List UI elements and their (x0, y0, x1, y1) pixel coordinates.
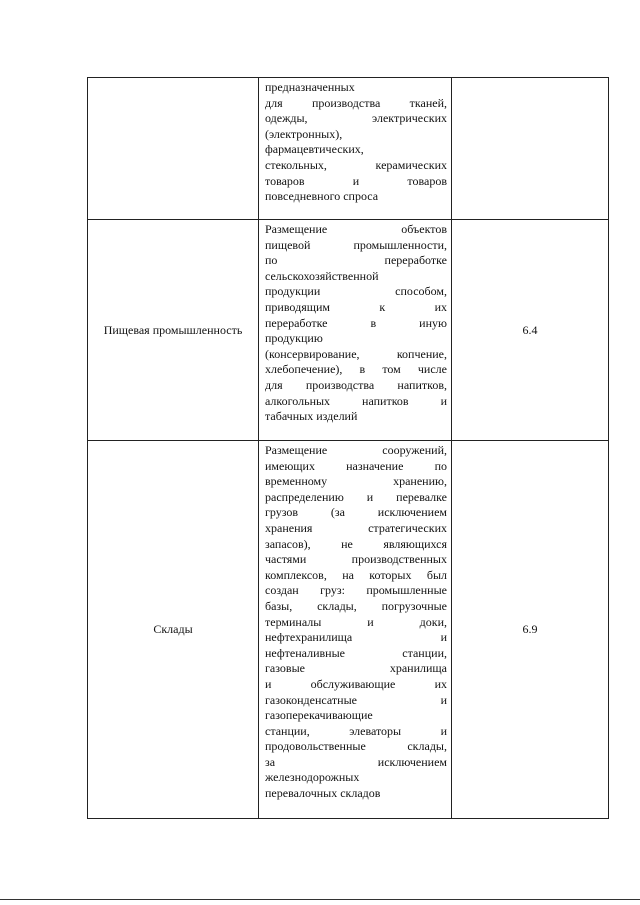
description-line: одежды, электрических (265, 111, 447, 126)
description-line: газовые хранилища (265, 661, 447, 676)
description-line: предназначенных (265, 80, 355, 94)
description-line: продукции способом, (265, 284, 447, 299)
use-type-name: Пищевая промышленность (88, 220, 259, 441)
description-line: приводящим к их (265, 299, 447, 314)
description-line: табачных изделий (265, 409, 358, 424)
description-line: хлебопечение), в том числе (265, 362, 447, 377)
description-line: (консервирование, копчение, (265, 346, 447, 361)
land-use-table (87, 77, 609, 819)
description-line: комплексов, на которых был (265, 567, 447, 582)
use-type-description (259, 441, 452, 819)
table-body (88, 78, 609, 819)
description-line: запасов), не являющихся (265, 536, 447, 551)
use-type-name: Склады (88, 441, 259, 819)
description-line: временному хранению, (265, 474, 447, 489)
description-line: сельскохозяйственной (265, 268, 379, 283)
description-line: за исключением (265, 754, 447, 769)
description-line: фармацевтических, (265, 142, 364, 157)
description-line: железнодорожных (265, 770, 360, 785)
page-bottom-rule (0, 899, 640, 900)
use-type-code: 6.4 (452, 220, 609, 441)
description-line: Размещение объектов (265, 222, 447, 236)
table-row (88, 441, 609, 819)
description-line: алкогольных напитков и (265, 393, 447, 408)
description-line: частями производственных (265, 552, 447, 567)
description-line: товаров и товаров (265, 173, 447, 188)
description-line: пищевой промышленности, (265, 237, 447, 252)
description-line: для производства напитков, (265, 377, 447, 392)
use-type-code (452, 78, 609, 220)
table-row (88, 78, 609, 220)
description-line: Размещение сооружений, (265, 443, 447, 457)
use-type-description (259, 78, 452, 220)
description-line: распределению и перевалке (265, 489, 447, 504)
use-type-name (88, 78, 259, 220)
description-line: базы, склады, погрузочные (265, 598, 447, 613)
description-line: нефтеналивные станции, (265, 645, 447, 660)
description-line: (электронных), (265, 126, 343, 141)
description-line: нефтехранилища и (265, 630, 447, 645)
description-line: станции, элеваторы и (265, 723, 447, 738)
description-line: грузов (за исключением (265, 505, 447, 520)
description-line: стекольных, керамических (265, 157, 447, 172)
description-line: и обслуживающие их (265, 676, 447, 691)
table-row (88, 220, 609, 441)
description-line: переработке в иную (265, 315, 447, 330)
description-line: хранения стратегических (265, 520, 447, 535)
description-line: газоперекачивающие (265, 708, 373, 723)
description-line: создан груз: промышленные (265, 583, 447, 598)
description-line: для производства тканей, (265, 95, 447, 110)
description-line: повседневного спроса (265, 189, 379, 204)
description-line: продовольственные склады, (265, 739, 447, 754)
use-type-code: 6.9 (452, 441, 609, 819)
description-line: имеющих назначение по (265, 458, 447, 473)
description-line: продукцию (265, 331, 323, 346)
description-line: по переработке (265, 253, 447, 268)
description-line: газоконденсатные и (265, 692, 447, 707)
description-line: перевалочных складов (265, 786, 381, 801)
use-type-description (259, 220, 452, 441)
description-line: терминалы и доки, (265, 614, 447, 629)
